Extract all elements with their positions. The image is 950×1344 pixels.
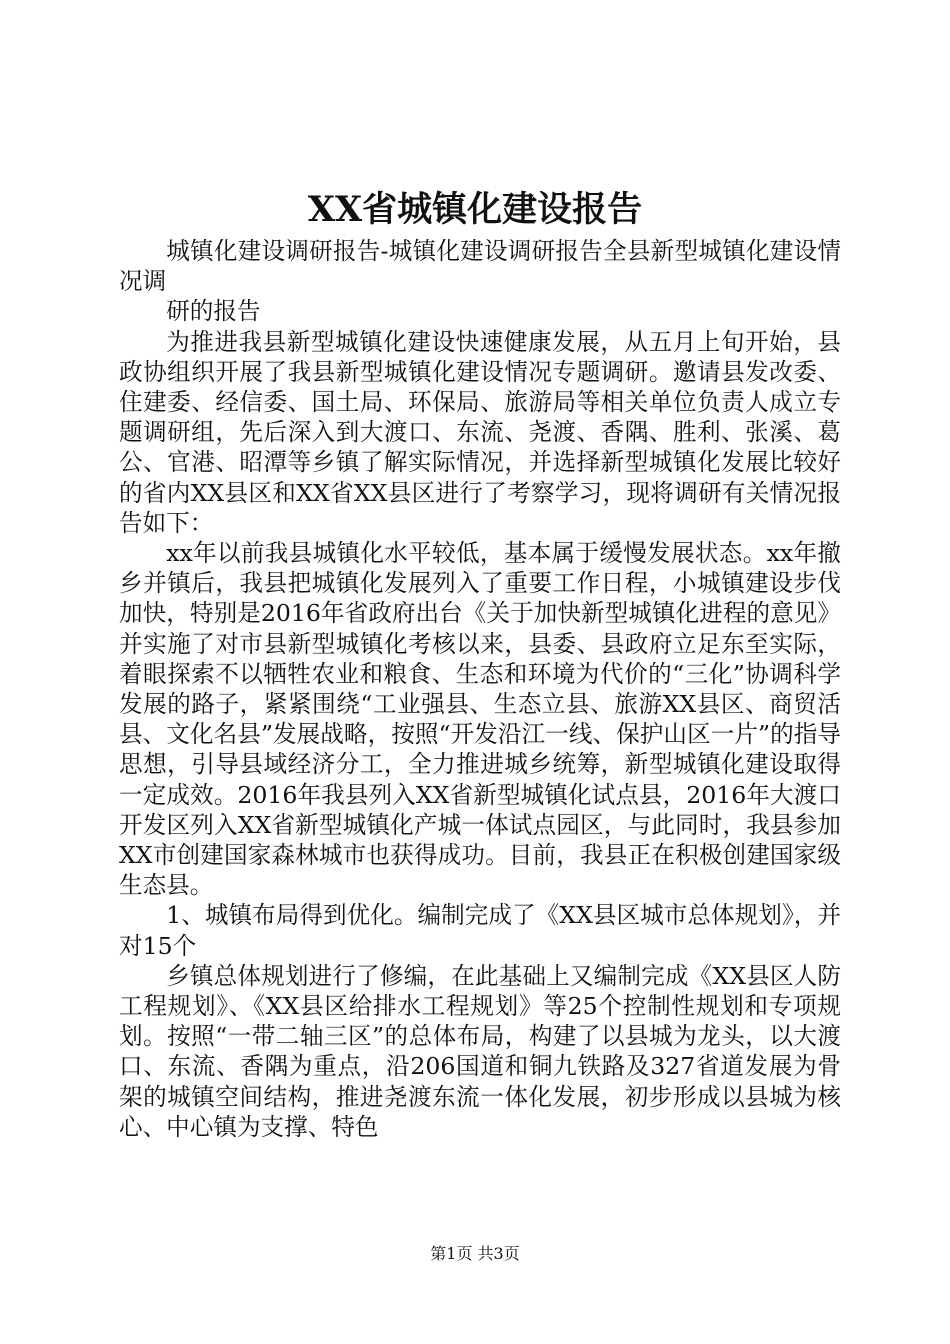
paragraph-introduction: 为推进我县新型城镇化建设快速健康发展，从五月上旬开始，县政协组织开展了我县新型城镇化建设情况专题调研。邀请县发改委、住建委、经信委、国土局、环保局、旅游局等相关单位负责人成立专题调研组，先后深入到大渡口、东流、尧渡、香隅、胜利、张溪、葛公、官港、昭潭等乡镇了解实际情况，并选择新型城镇化发展比较好的省内XX县区和XX省XX县区进行了考察学习，现将调研有关情况报告如下： bbox=[119, 327, 841, 537]
document-title: XX省城镇化建设报告 bbox=[307, 189, 643, 230]
paragraph-background: xx年以前我县城镇化水平较低，基本属于缓慢发展状态。xx年撤乡并镇后，我县把城镇化发展列入了重要工作日程，小城镇建设步伐加快，特别是2016年省政府出台《关于加快新型城镇化进程的意见》并实施了对市县新型城镇化考核以来，县委、县政府立足东至实际，着眼探索不以牺牲农业和粮食、生态和环境为代价的“三化”协调科学发展的路子，紧紧围绕“工业强县、生态立县、旅游XX县区、商贸活县、文化名县”发展战略，按照“开发沿江一线、保护山区一片”的指导思想，引导县域经济分工，全力推进城乡统筹，新型城镇化建设取得一定成效。2016年我县列入XX省新型城镇化试点县，2016年大渡口开发区列入XX省新型城镇化产城一体试点园区，与此同时，我县参加XX市创建国家森林城市也获得成功。目前，我县正在积极创建国家级生态县。 bbox=[119, 539, 841, 900]
paragraph-section-1-continued: 乡镇总体规划进行了修编，在此基础上又编制完成《XX县区人防工程规划》、《XX县区给排水工程规划》等25个控制性规划和专项规划。按照“一带二轴三区”的总体布局，构建了以县城为龙头，以大渡口、东流、香隅为重点，沿206国道和铜九铁路及327省道发展为骨架的城镇空间结构，推进尧渡东流一体化发展，初步形成以县城为核心、中心镇为支撑、特色 bbox=[119, 961, 841, 1141]
paragraph-subtitle-continued: 研的报告 bbox=[166, 297, 261, 326]
paragraph-section-1: 1、城镇布局得到优化。编制完成了《XX县区城市总体规划》，并对15个 bbox=[119, 901, 841, 960]
document-body bbox=[119, 236, 841, 1142]
paragraph-subtitle: 城镇化建设调研报告-城镇化建设调研报告全县新型城镇化建设情况调 bbox=[119, 237, 841, 296]
page-number-footer: 第1页 共3页 bbox=[430, 1244, 520, 1263]
